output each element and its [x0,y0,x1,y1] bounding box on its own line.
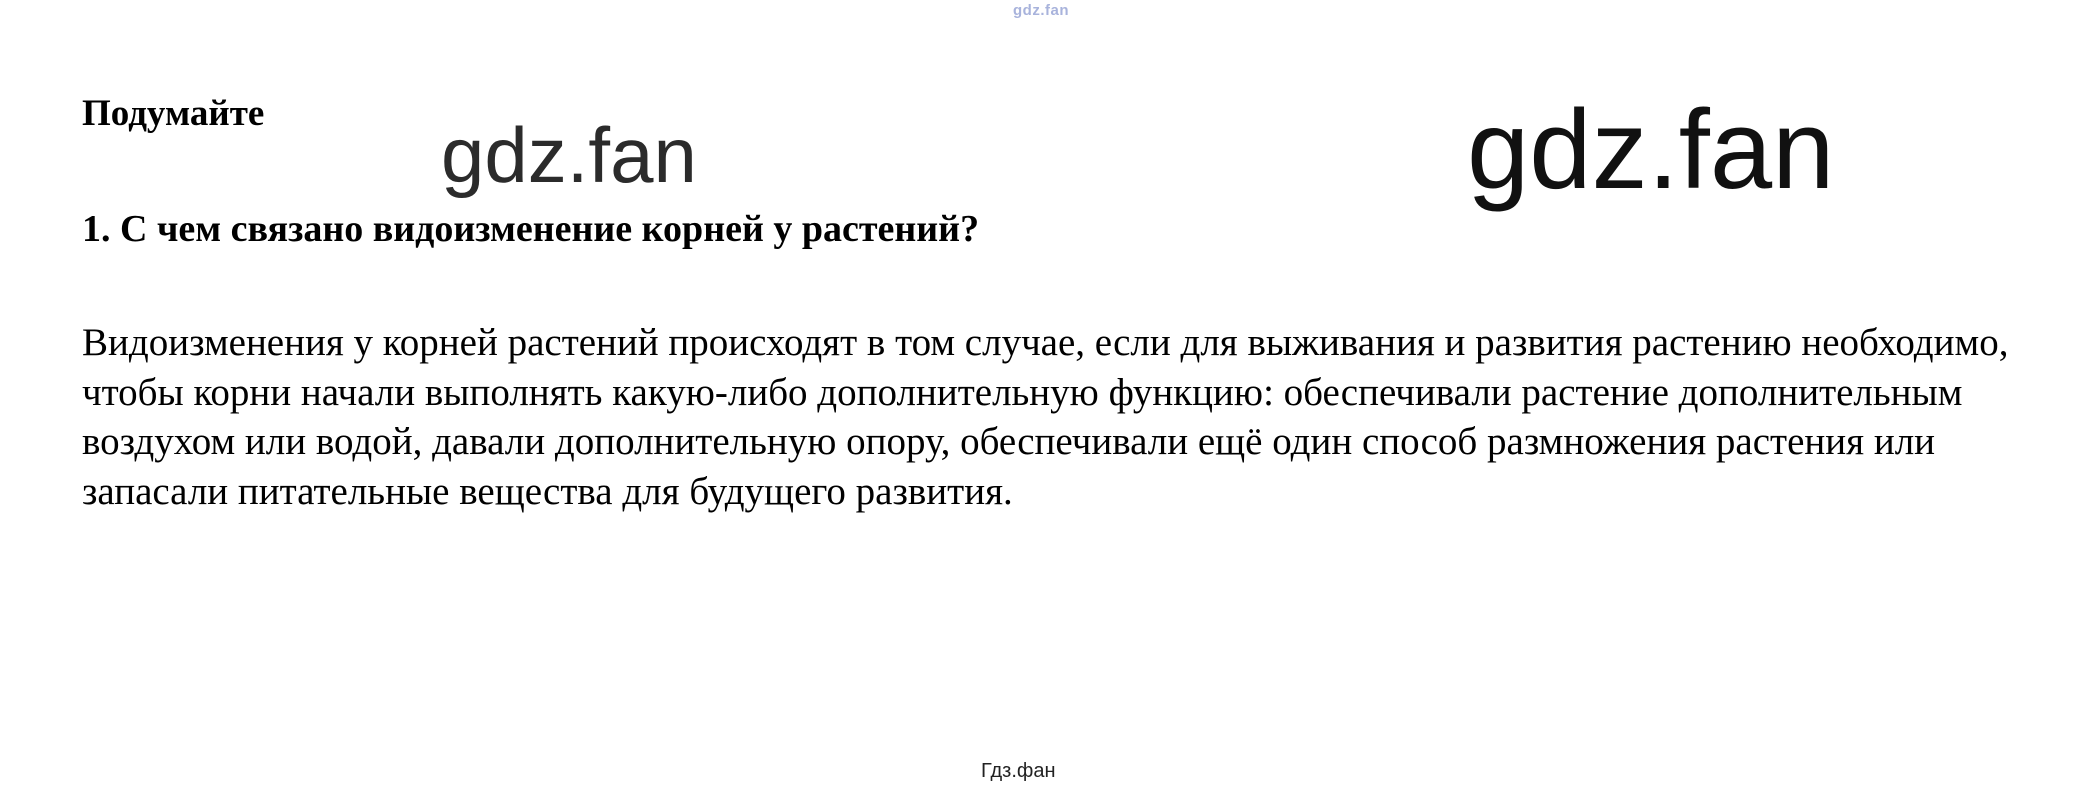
watermark-middle: gdz.fan [441,111,697,199]
watermark-top: gdz.fan [1013,2,1069,19]
watermark-bottom: Гдз.фан [981,760,1056,782]
watermark-large: gdz.fan [1467,87,1835,212]
section-heading: Подумайте [82,93,265,134]
answer-text: Видоизменения у корней растений происходят в том случае, если для выживания и развития растению необходимо, чтобы корни начали выполнять какую-либо дополнительную функцию: обеспечивали растение дополнительным воздухом или водой, давали дополнительную опору, обеспечивали ещё один способ размножения растения или запасали питательные вещества для будущего развития. [82,321,2009,513]
question-text: 1. С чем связано видоизменение корней у растений? [82,208,980,250]
